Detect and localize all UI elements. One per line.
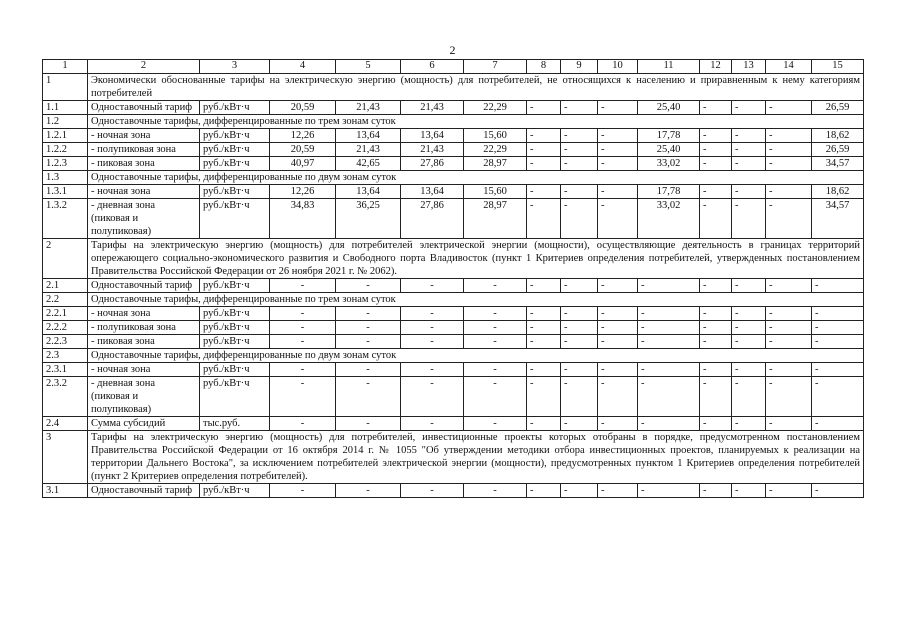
- value-cell: -: [766, 417, 812, 431]
- row-number: 1.1: [43, 101, 88, 115]
- row-number: 2.3: [43, 349, 88, 363]
- row-number: 2.4: [43, 417, 88, 431]
- value-cell: -: [598, 199, 638, 239]
- tariff-name: - ночная зона: [88, 185, 200, 199]
- value-cell: -: [598, 157, 638, 171]
- value-cell: -: [766, 307, 812, 321]
- value-cell: -: [766, 101, 812, 115]
- value-cell: -: [700, 143, 732, 157]
- unit-cell: руб./кВт·ч: [200, 101, 270, 115]
- value-cell: -: [700, 335, 732, 349]
- value-cell: -: [527, 279, 561, 293]
- row-number: 2: [43, 239, 88, 279]
- value-cell: -: [700, 321, 732, 335]
- value-cell: -: [812, 363, 864, 377]
- value-cell: -: [561, 321, 598, 335]
- value-cell: -: [527, 307, 561, 321]
- column-header-12: 12: [700, 60, 732, 74]
- row-number: 3: [43, 431, 88, 484]
- row-number: 2.3.1: [43, 363, 88, 377]
- value-cell: -: [401, 417, 464, 431]
- value-cell: 20,59: [270, 143, 336, 157]
- value-cell: -: [464, 321, 527, 335]
- value-cell: 13,64: [401, 185, 464, 199]
- value-cell: -: [732, 199, 766, 239]
- row-number: 1.3.1: [43, 185, 88, 199]
- row-number: 1: [43, 74, 88, 101]
- value-cell: -: [527, 417, 561, 431]
- value-cell: -: [812, 377, 864, 417]
- value-cell: 27,86: [401, 157, 464, 171]
- value-cell: -: [766, 377, 812, 417]
- value-cell: -: [700, 484, 732, 498]
- table-row: [43, 199, 864, 239]
- column-header-15: 15: [812, 60, 864, 74]
- section-title: Тарифы на электрическую энергию (мощность) для потребителей, инвестиционные проекты которых отобраны в порядке, предусмотренном постановлением Правительства Российской Федерации от 16 октября 2014 г. № 1055 "Об утверждении методики отбора инвестиционных проектов, планируемых к реализации на территории Дальнего Востока", за исключением потребителей электрической энергии (мощности), предусмотренных пунктом 1 Критериев определения потребителей (пункт 2 Критериев определения потребителей).: [88, 431, 864, 484]
- table-row: [43, 321, 864, 335]
- tariff-table: [42, 59, 864, 498]
- value-cell: -: [598, 185, 638, 199]
- page-number: 2: [449, 43, 456, 57]
- value-cell: 33,02: [638, 157, 700, 171]
- row-number: 2.2: [43, 293, 88, 307]
- value-cell: 17,78: [638, 185, 700, 199]
- section-title: Экономически обоснованные тарифы на электрическую энергию (мощность) для потребителей, не относящихся к населению и приравненным к нему категориям потребителей: [88, 74, 864, 101]
- value-cell: -: [270, 321, 336, 335]
- table-row: [43, 279, 864, 293]
- value-cell: -: [732, 279, 766, 293]
- column-header-6: 6: [401, 60, 464, 74]
- value-cell: 21,43: [401, 101, 464, 115]
- table-row: [43, 185, 864, 199]
- unit-cell: тыс.руб.: [200, 417, 270, 431]
- column-header-7: 7: [464, 60, 527, 74]
- value-cell: -: [598, 484, 638, 498]
- section-title: Одноставочные тарифы, дифференцированные по двум зонам суток: [88, 171, 864, 185]
- tariff-name: Одноставочный тариф: [88, 279, 200, 293]
- row-number: 2.2.3: [43, 335, 88, 349]
- value-cell: 22,29: [464, 143, 527, 157]
- value-cell: -: [561, 101, 598, 115]
- unit-cell: руб./кВт·ч: [200, 157, 270, 171]
- value-cell: -: [527, 157, 561, 171]
- value-cell: -: [766, 484, 812, 498]
- section-title: Тарифы на электрическую энергию (мощность) для потребителей электрической энергии (мощности), осуществляющие деятельность в границах территорий опережающего социально-экономического развития и Свободного порта Владивосток (пункт 1 Критериев определения потребителей, утвержденных постановлением Правительства Российской Федерации от 26 ноября 2021 г. № 2062).: [88, 239, 864, 279]
- value-cell: 21,43: [401, 143, 464, 157]
- row-number: 1.2.2: [43, 143, 88, 157]
- value-cell: -: [464, 307, 527, 321]
- value-cell: -: [732, 335, 766, 349]
- value-cell: -: [336, 377, 401, 417]
- value-cell: -: [598, 129, 638, 143]
- value-cell: 28,97: [464, 199, 527, 239]
- value-cell: -: [732, 417, 766, 431]
- tariff-name: Одноставочный тариф: [88, 101, 200, 115]
- value-cell: -: [270, 363, 336, 377]
- value-cell: -: [732, 157, 766, 171]
- value-cell: 40,97: [270, 157, 336, 171]
- value-cell: -: [401, 377, 464, 417]
- column-header-2: 2: [88, 60, 200, 74]
- value-cell: -: [700, 199, 732, 239]
- value-cell: 25,40: [638, 143, 700, 157]
- value-cell: -: [638, 363, 700, 377]
- value-cell: -: [270, 279, 336, 293]
- value-cell: -: [527, 484, 561, 498]
- value-cell: 28,97: [464, 157, 527, 171]
- value-cell: 33,02: [638, 199, 700, 239]
- unit-cell: руб./кВт·ч: [200, 279, 270, 293]
- value-cell: -: [812, 484, 864, 498]
- column-header-14: 14: [766, 60, 812, 74]
- value-cell: -: [812, 335, 864, 349]
- value-cell: -: [812, 307, 864, 321]
- value-cell: -: [336, 335, 401, 349]
- column-header-13: 13: [732, 60, 766, 74]
- value-cell: -: [638, 417, 700, 431]
- value-cell: -: [598, 279, 638, 293]
- value-cell: -: [766, 335, 812, 349]
- table-row: [43, 335, 864, 349]
- value-cell: -: [598, 363, 638, 377]
- value-cell: -: [812, 321, 864, 335]
- row-number: 1.2.3: [43, 157, 88, 171]
- tariff-name: - дневная зона (пиковая и полупиковая): [88, 377, 200, 417]
- value-cell: -: [766, 199, 812, 239]
- value-cell: -: [527, 185, 561, 199]
- table-body: [43, 74, 864, 498]
- row-number: 1.3: [43, 171, 88, 185]
- value-cell: -: [700, 363, 732, 377]
- value-cell: -: [700, 157, 732, 171]
- table-row: [43, 157, 864, 171]
- value-cell: 27,86: [401, 199, 464, 239]
- value-cell: -: [732, 377, 766, 417]
- table-row: [43, 349, 864, 363]
- value-cell: -: [766, 363, 812, 377]
- value-cell: -: [700, 101, 732, 115]
- value-cell: -: [700, 307, 732, 321]
- value-cell: -: [270, 307, 336, 321]
- value-cell: -: [598, 101, 638, 115]
- value-cell: -: [700, 129, 732, 143]
- section-title: Одноставочные тарифы, дифференцированные по двум зонам суток: [88, 349, 864, 363]
- section-title: Одноставочные тарифы, дифференцированные по трем зонам суток: [88, 293, 864, 307]
- value-cell: 12,26: [270, 185, 336, 199]
- value-cell: -: [732, 101, 766, 115]
- unit-cell: руб./кВт·ч: [200, 321, 270, 335]
- value-cell: -: [561, 129, 598, 143]
- value-cell: 42,65: [336, 157, 401, 171]
- value-cell: 26,59: [812, 101, 864, 115]
- value-cell: -: [561, 484, 598, 498]
- unit-cell: руб./кВт·ч: [200, 143, 270, 157]
- value-cell: 20,59: [270, 101, 336, 115]
- value-cell: 17,78: [638, 129, 700, 143]
- value-cell: -: [598, 377, 638, 417]
- value-cell: -: [732, 363, 766, 377]
- value-cell: -: [561, 417, 598, 431]
- unit-cell: руб./кВт·ч: [200, 307, 270, 321]
- value-cell: -: [598, 417, 638, 431]
- value-cell: -: [732, 321, 766, 335]
- value-cell: -: [527, 377, 561, 417]
- column-header-1: 1: [43, 60, 88, 74]
- table-row: [43, 239, 864, 279]
- value-cell: 18,62: [812, 185, 864, 199]
- table-header: [43, 60, 864, 74]
- value-cell: -: [732, 129, 766, 143]
- value-cell: -: [598, 143, 638, 157]
- row-number: 1.3.2: [43, 199, 88, 239]
- value-cell: -: [336, 279, 401, 293]
- value-cell: 18,62: [812, 129, 864, 143]
- row-number: 1.2: [43, 115, 88, 129]
- unit-cell: руб./кВт·ч: [200, 129, 270, 143]
- value-cell: 25,40: [638, 101, 700, 115]
- value-cell: 21,43: [336, 101, 401, 115]
- row-number: 1.2.1: [43, 129, 88, 143]
- tariff-name: - дневная зона (пиковая и полупиковая): [88, 199, 200, 239]
- value-cell: 26,59: [812, 143, 864, 157]
- value-cell: -: [561, 279, 598, 293]
- value-cell: -: [766, 143, 812, 157]
- value-cell: -: [527, 321, 561, 335]
- value-cell: -: [527, 129, 561, 143]
- column-header-4: 4: [270, 60, 336, 74]
- value-cell: -: [700, 377, 732, 417]
- value-cell: -: [766, 157, 812, 171]
- value-cell: 36,25: [336, 199, 401, 239]
- value-cell: -: [732, 307, 766, 321]
- value-cell: -: [732, 484, 766, 498]
- row-number: 2.2.1: [43, 307, 88, 321]
- column-header-10: 10: [598, 60, 638, 74]
- value-cell: -: [561, 199, 598, 239]
- value-cell: -: [561, 157, 598, 171]
- value-cell: 15,60: [464, 129, 527, 143]
- table-row: [43, 171, 864, 185]
- value-cell: -: [561, 377, 598, 417]
- tariff-name: - полупиковая зона: [88, 143, 200, 157]
- unit-cell: руб./кВт·ч: [200, 335, 270, 349]
- value-cell: -: [464, 484, 527, 498]
- value-cell: 34,57: [812, 157, 864, 171]
- value-cell: -: [336, 363, 401, 377]
- table-row: [43, 74, 864, 101]
- value-cell: 13,64: [401, 129, 464, 143]
- row-number: 2.2.2: [43, 321, 88, 335]
- column-header-8: 8: [527, 60, 561, 74]
- value-cell: 15,60: [464, 185, 527, 199]
- unit-cell: руб./кВт·ч: [200, 363, 270, 377]
- section-title: Одноставочные тарифы, дифференцированные по трем зонам суток: [88, 115, 864, 129]
- value-cell: -: [527, 363, 561, 377]
- tariff-name: - ночная зона: [88, 307, 200, 321]
- value-cell: -: [527, 335, 561, 349]
- table-row: [43, 101, 864, 115]
- unit-cell: руб./кВт·ч: [200, 185, 270, 199]
- value-cell: -: [401, 321, 464, 335]
- tariff-name: - ночная зона: [88, 363, 200, 377]
- value-cell: -: [270, 335, 336, 349]
- column-header-11: 11: [638, 60, 700, 74]
- header-row: [43, 60, 864, 74]
- value-cell: -: [464, 417, 527, 431]
- value-cell: -: [766, 321, 812, 335]
- value-cell: -: [700, 417, 732, 431]
- unit-cell: руб./кВт·ч: [200, 199, 270, 239]
- value-cell: -: [464, 279, 527, 293]
- value-cell: -: [638, 279, 700, 293]
- value-cell: -: [401, 484, 464, 498]
- row-number: 3.1: [43, 484, 88, 498]
- value-cell: -: [270, 484, 336, 498]
- value-cell: 21,43: [336, 143, 401, 157]
- value-cell: -: [732, 143, 766, 157]
- value-cell: -: [598, 335, 638, 349]
- row-number: 2.1: [43, 279, 88, 293]
- value-cell: 34,57: [812, 199, 864, 239]
- value-cell: -: [336, 321, 401, 335]
- value-cell: 13,64: [336, 129, 401, 143]
- value-cell: -: [561, 335, 598, 349]
- value-cell: -: [561, 363, 598, 377]
- tariff-name: - пиковая зона: [88, 157, 200, 171]
- table-row: [43, 363, 864, 377]
- table-row: [43, 431, 864, 484]
- value-cell: 12,26: [270, 129, 336, 143]
- value-cell: -: [527, 101, 561, 115]
- value-cell: -: [766, 279, 812, 293]
- column-header-3: 3: [200, 60, 270, 74]
- unit-cell: руб./кВт·ч: [200, 377, 270, 417]
- value-cell: -: [336, 484, 401, 498]
- tariff-name: - полупиковая зона: [88, 321, 200, 335]
- value-cell: -: [561, 185, 598, 199]
- table-row: [43, 484, 864, 498]
- value-cell: -: [270, 377, 336, 417]
- table-row: [43, 143, 864, 157]
- table-row: [43, 293, 864, 307]
- value-cell: -: [336, 307, 401, 321]
- tariff-name: - пиковая зона: [88, 335, 200, 349]
- value-cell: -: [598, 321, 638, 335]
- table-row: [43, 377, 864, 417]
- value-cell: -: [561, 143, 598, 157]
- value-cell: 34,83: [270, 199, 336, 239]
- value-cell: -: [638, 307, 700, 321]
- table-row: [43, 115, 864, 129]
- value-cell: -: [464, 377, 527, 417]
- unit-cell: руб./кВт·ч: [200, 484, 270, 498]
- value-cell: -: [527, 199, 561, 239]
- value-cell: -: [638, 321, 700, 335]
- value-cell: -: [464, 335, 527, 349]
- value-cell: -: [336, 417, 401, 431]
- value-cell: -: [527, 143, 561, 157]
- tariff-name: Сумма субсидий: [88, 417, 200, 431]
- value-cell: -: [401, 363, 464, 377]
- value-cell: -: [732, 185, 766, 199]
- value-cell: 13,64: [336, 185, 401, 199]
- column-header-5: 5: [336, 60, 401, 74]
- column-header-9: 9: [561, 60, 598, 74]
- value-cell: -: [598, 307, 638, 321]
- tariff-name: Одноставочный тариф: [88, 484, 200, 498]
- value-cell: -: [700, 279, 732, 293]
- table-row: [43, 129, 864, 143]
- value-cell: -: [638, 335, 700, 349]
- value-cell: -: [700, 185, 732, 199]
- value-cell: -: [638, 377, 700, 417]
- value-cell: -: [401, 335, 464, 349]
- value-cell: 22,29: [464, 101, 527, 115]
- value-cell: -: [401, 279, 464, 293]
- value-cell: -: [464, 363, 527, 377]
- value-cell: -: [766, 185, 812, 199]
- table-row: [43, 307, 864, 321]
- row-number: 2.3.2: [43, 377, 88, 417]
- table-row: [43, 417, 864, 431]
- tariff-name: - ночная зона: [88, 129, 200, 143]
- value-cell: -: [766, 129, 812, 143]
- value-cell: -: [401, 307, 464, 321]
- value-cell: -: [812, 279, 864, 293]
- value-cell: -: [812, 417, 864, 431]
- value-cell: -: [561, 307, 598, 321]
- value-cell: -: [638, 484, 700, 498]
- value-cell: -: [270, 417, 336, 431]
